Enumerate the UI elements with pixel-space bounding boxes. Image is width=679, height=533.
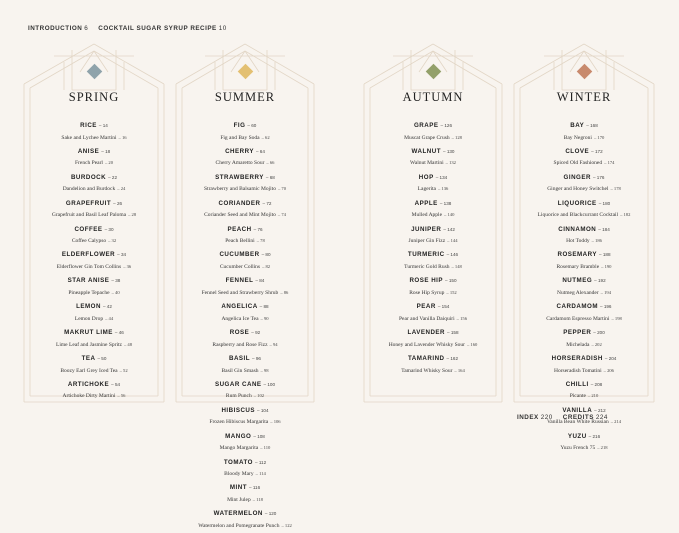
drink-page: – 106 — [270, 419, 281, 425]
drink-page: – 70 — [277, 186, 286, 192]
ingredient-name: GRAPEFRUIT — [65, 199, 112, 207]
ingredient-list — [364, 119, 502, 378]
ingredient-page: – 192 — [594, 278, 606, 284]
ingredient-name: LAVENDER — [407, 329, 446, 337]
drink-page: – 174 — [604, 160, 615, 166]
ingredient-page: – 180 — [598, 200, 611, 206]
toc-entry[interactable] — [514, 378, 654, 401]
drink-name: Rose Hip Syrup — [409, 289, 445, 296]
toc-entry[interactable] — [24, 378, 164, 401]
toc-entry[interactable] — [24, 248, 164, 271]
ingredient-name: CARDAMOM — [556, 303, 598, 311]
drink-page: – 144 — [447, 238, 458, 244]
ingredient-name: ROSEMARY — [557, 251, 598, 259]
toc-entry[interactable] — [364, 326, 502, 349]
toc-entry[interactable] — [176, 119, 314, 142]
drink-name: Bloody Mary — [224, 471, 254, 478]
toc-entry[interactable] — [24, 326, 164, 349]
drink-name: Mango Margarita — [219, 445, 259, 452]
drink-name: Mint Julep — [227, 496, 251, 503]
drink-page: – 74 — [277, 212, 286, 218]
ingredient-page: – 60 — [247, 123, 257, 128]
toc-entry[interactable] — [176, 456, 314, 479]
ingredient-name: WATERMELON — [213, 510, 263, 518]
ingredient-name: CHILLI — [565, 380, 589, 388]
ingredient-page: – 100 — [263, 381, 276, 387]
drink-name: Honey and Lavender Whisky Sour — [388, 341, 465, 348]
drink-page: – 32 — [108, 238, 117, 244]
toc-entry[interactable] — [176, 145, 314, 168]
drink-page: – 198 — [611, 315, 622, 321]
toc-entry[interactable] — [176, 378, 314, 401]
season-title: WINTER — [556, 90, 612, 104]
ingredient-page: – 116 — [248, 485, 261, 491]
ingredient-page: – 204 — [604, 356, 617, 362]
ingredient-page: – 134 — [435, 174, 448, 180]
drink-page: – 190 — [601, 263, 612, 269]
toc-entry[interactable] — [514, 197, 654, 220]
ingredient-page: – 84 — [255, 278, 265, 284]
ingredient-name: TAMARIND — [407, 355, 445, 363]
drink-page: – 182 — [620, 212, 631, 218]
drink-name: Hot Toddy — [566, 238, 590, 245]
drink-page: – 28 — [128, 212, 137, 218]
drink-page: – 164 — [454, 367, 465, 373]
drink-page: – 90 — [260, 315, 269, 321]
ingredient-name: CINNAMON — [558, 225, 597, 233]
ingredient-page: – 150 — [445, 278, 457, 284]
season-title: AUTUMN — [402, 90, 464, 104]
toc-entry[interactable] — [176, 248, 314, 271]
drink-page: – 110 — [260, 445, 271, 451]
toc-entry[interactable] — [364, 145, 502, 168]
ingredient-page: – 80 — [261, 252, 271, 258]
ingredient-name: COFFEE — [74, 225, 103, 233]
toc-entry[interactable] — [514, 352, 654, 375]
drink-name: Dandelion and Burdock — [62, 186, 116, 193]
drink-page: – 170 — [593, 134, 605, 140]
toc-entry[interactable] — [24, 300, 164, 323]
drink-name: Horseradish Tomatini — [554, 367, 602, 374]
drink-page: – 128 — [451, 134, 462, 140]
drink-page: – 152 — [446, 289, 457, 295]
ingredient-name: BASIL — [228, 355, 251, 363]
drink-name: Bay Negroni — [563, 134, 592, 141]
drink-page: – 78 — [256, 238, 265, 244]
ingredient-page: – 176 — [592, 174, 605, 180]
drink-name: Cherry Amaretto Sour — [215, 160, 265, 167]
drink-page: – 114 — [255, 471, 266, 477]
drink-name: Coffee Calypso — [71, 238, 107, 245]
drink-name: Angelica Ice Tea — [221, 315, 259, 322]
ingredient-name: MINT — [229, 484, 247, 492]
drink-page: – 136 — [437, 186, 449, 192]
drink-name: Basil Gin Smash — [221, 367, 259, 374]
ingredient-name: ROSE HIP — [409, 277, 444, 285]
ingredient-page: – 188 — [599, 252, 611, 258]
drink-page: – 160 — [466, 341, 478, 347]
drink-page: – 102 — [253, 393, 265, 399]
ingredient-page: – 126 — [440, 123, 452, 128]
drink-page: – 86 — [280, 289, 289, 295]
ingredient-page: – 68 — [265, 174, 275, 180]
ingredient-name: TEA — [81, 355, 96, 363]
ingredient-name: ROSE — [229, 329, 250, 337]
ingredient-page: – 146 — [446, 252, 459, 258]
toc-entry[interactable] — [24, 352, 164, 375]
drink-name: Fennel Seed and Strawberry Shrub — [201, 289, 279, 296]
drink-page: – 16 — [118, 134, 127, 140]
drink-page: – 40 — [111, 289, 120, 295]
toc-entry[interactable] — [364, 197, 502, 220]
drink-name: Vanilla Bean White Russian — [546, 419, 609, 426]
toc-entry[interactable] — [514, 119, 654, 142]
ingredient-name: LEMON — [76, 303, 101, 311]
toc-entry[interactable] — [176, 404, 314, 427]
toc-entry[interactable] — [364, 171, 502, 194]
ingredient-page: – 130 — [442, 148, 455, 154]
ingredient-page: – 50 — [97, 356, 107, 362]
ingredient-name: TURMERIC — [407, 251, 445, 259]
ingredient-page: – 54 — [111, 381, 121, 387]
ingredient-name: BAY — [570, 122, 585, 129]
ingredient-name: CUCUMBER — [219, 251, 260, 259]
drink-name: Lagerita — [417, 186, 436, 193]
drink-name: Coriander Seed and Mint Mojito — [204, 212, 276, 219]
ingredient-page: – 208 — [590, 381, 603, 387]
toc-entry[interactable] — [24, 197, 164, 220]
ingredient-page: – 46 — [114, 330, 124, 336]
drink-page: – 194 — [600, 289, 612, 295]
drink-name: Nutmeg Alexander — [556, 289, 599, 296]
drink-name: Boozy Earl Grey Iced Tea — [60, 367, 118, 374]
toc-entry[interactable] — [24, 119, 164, 142]
drink-name: Elderflower Gin Tom Collins — [56, 263, 122, 270]
ingredient-page: – 108 — [253, 433, 265, 439]
ingredient-page: – 200 — [593, 330, 605, 336]
drink-page: – 52 — [119, 367, 128, 373]
ingredient-page: – 18 — [101, 148, 111, 154]
ingredient-page: – 22 — [108, 174, 118, 180]
drink-page: – 122 — [281, 522, 292, 528]
drink-name: Sake and Lychee Martini — [61, 134, 117, 141]
ingredient-name: CLOVE — [565, 147, 590, 155]
drink-page: – 20 — [104, 160, 113, 166]
drink-name: Yuzu French 75 — [560, 445, 596, 452]
ingredient-name: TOMATO — [223, 458, 253, 466]
toc-entry[interactable] — [176, 430, 314, 453]
toc-entry[interactable] — [514, 145, 654, 168]
drink-page: – 178 — [610, 186, 621, 192]
drink-name: Cardamom Espresso Martini — [546, 315, 610, 322]
ingredient-page: – 138 — [439, 200, 452, 206]
toc-entry[interactable] — [364, 300, 502, 323]
season-column-spring — [24, 44, 164, 402]
season-column-summer — [176, 44, 314, 529]
ingredient-list — [514, 119, 654, 456]
drink-page: – 36 — [123, 263, 132, 269]
nav-link-index[interactable]: INDEX 220 — [517, 414, 553, 421]
drink-name: Fig and Bay Soda — [220, 134, 260, 141]
ingredient-page: – 96 — [252, 356, 261, 362]
drink-page: – 94 — [269, 341, 278, 347]
ingredient-page: – 88 — [259, 304, 269, 310]
toc-entry[interactable] — [514, 300, 654, 323]
toc-entry[interactable] — [176, 481, 314, 504]
ingredient-page: – 162 — [446, 356, 459, 362]
toc-entry[interactable] — [514, 274, 654, 297]
drink-page: – 82 — [262, 263, 271, 269]
ingredient-page: – 172 — [591, 148, 603, 154]
drink-page: – 214 — [610, 419, 622, 425]
drink-name: Picante — [569, 393, 586, 400]
ingredient-page: – 120 — [264, 511, 277, 517]
ingredient-name: MAKRUT LIME — [64, 329, 113, 337]
season-column-autumn — [364, 44, 502, 402]
ingredient-name: ARTICHOKE — [67, 380, 110, 388]
drink-name: Peach Bellini — [225, 238, 255, 245]
ingredient-name: MANGO — [225, 432, 252, 440]
nav-link-introduction[interactable]: INTRODUCTION 6 — [28, 25, 89, 32]
ingredient-page: – 64 — [255, 148, 265, 154]
toc-entry[interactable] — [176, 352, 314, 375]
drink-name: Raspberry and Rose Fizz — [212, 341, 268, 348]
drink-name: Grapefruit and Basil Leaf Paloma — [51, 212, 127, 219]
ingredient-name: STRAWBERRY — [215, 173, 264, 181]
drink-name: Strawberry and Balsamic Mojito — [204, 186, 276, 193]
toc-entry[interactable] — [514, 248, 654, 271]
toc-entry[interactable] — [364, 352, 502, 375]
drink-page: – 24 — [117, 186, 126, 192]
ingredient-name: CHERRY — [225, 147, 254, 155]
drink-name: Pineapple Tepache — [68, 289, 110, 296]
ingredient-name: FIG — [233, 122, 246, 129]
ingredient-page: – 196 — [599, 304, 612, 310]
ingredient-page: – 184 — [598, 226, 610, 232]
toc-entry[interactable] — [364, 274, 502, 297]
drink-page: – 156 — [456, 315, 467, 321]
drink-name: Walnut Martini — [410, 160, 444, 167]
toc-entry[interactable] — [364, 223, 502, 246]
ingredient-name: SUGAR CANE — [214, 380, 262, 388]
ingredient-list — [24, 119, 164, 404]
ingredient-name: RICE — [80, 122, 97, 129]
drink-page: – 56 — [117, 393, 126, 399]
toc-entry[interactable] — [514, 430, 654, 453]
ingredient-page: – 26 — [113, 200, 123, 206]
ingredient-name: YUZU — [567, 432, 587, 440]
toc-entry[interactable] — [24, 223, 164, 246]
drink-name: Cucumber Collins — [219, 263, 261, 270]
toc-entry[interactable] — [176, 223, 314, 246]
toc-entry[interactable] — [364, 119, 502, 142]
ingredient-page: – 142 — [443, 226, 455, 232]
drink-name: Lime Leaf and Jasmine Spritz — [55, 341, 122, 348]
drink-page: – 66 — [266, 160, 275, 166]
ingredient-list — [176, 119, 314, 533]
ingredient-name: GINGER — [563, 173, 591, 181]
drink-name: Turmeric Gold Rush — [404, 263, 450, 270]
toc-entry[interactable] — [176, 197, 314, 220]
drink-name: Pear and Vanilla Daiquiri — [399, 315, 455, 322]
ingredient-name: NUTMEG — [562, 277, 593, 285]
toc-entry[interactable] — [514, 223, 654, 246]
drink-name: Liquorice and Blackcurrant Cocktail — [537, 212, 619, 219]
drink-page: – 148 — [451, 263, 462, 269]
drink-page: – 98 — [260, 367, 269, 373]
ingredient-name: STAR ANISE — [67, 277, 110, 285]
toc-entry[interactable] — [176, 171, 314, 194]
drink-name: Lemon Drop — [74, 315, 104, 322]
drink-name: French Pearl — [75, 160, 103, 167]
ingredient-name: BURDOCK — [70, 173, 107, 181]
ingredient-name: CORIANDER — [218, 199, 261, 207]
ingredient-page: – 34 — [117, 252, 127, 258]
drink-page: – 132 — [445, 160, 456, 166]
drink-page: – 210 — [587, 393, 599, 399]
ingredient-name: FENNEL — [225, 277, 254, 285]
drink-page: – 186 — [591, 238, 602, 244]
toc-entry[interactable] — [24, 145, 164, 168]
drink-page: – 140 — [444, 212, 455, 218]
toc-entry[interactable] — [176, 300, 314, 323]
toc-entry[interactable] — [176, 507, 314, 530]
drink-name: Juniper Gin Fizz — [408, 238, 446, 245]
ingredient-name: ANGELICA — [221, 303, 258, 311]
ingredient-page: – 76 — [253, 226, 263, 232]
ingredient-page: – 216 — [588, 433, 601, 439]
toc-entry[interactable] — [176, 326, 314, 349]
drink-name: Watermelon and Pomegranate Punch — [198, 522, 280, 529]
drink-page: – 206 — [603, 367, 614, 373]
drink-page: – 202 — [591, 341, 602, 347]
ingredient-page: – 72 — [262, 200, 272, 206]
season-title: SUMMER — [214, 90, 276, 104]
ingredient-name: HORSERADISH — [551, 355, 603, 363]
drink-name: Artichoke Dirty Martini — [62, 393, 116, 400]
ingredient-page: – 42 — [102, 304, 112, 310]
toc-entry[interactable] — [514, 404, 654, 427]
ingredient-name: GRAPE — [413, 122, 439, 129]
ingredient-name: ANISE — [77, 147, 100, 155]
drink-page: – 44 — [105, 315, 114, 321]
ingredient-page: – 38 — [111, 278, 121, 284]
drink-name: Ginger and Honey Switchel — [547, 186, 609, 193]
drink-page: – 118 — [252, 496, 263, 502]
ingredient-page: – 104 — [257, 407, 269, 413]
ingredient-name: PEACH — [227, 225, 252, 233]
ingredient-page: – 154 — [437, 304, 450, 310]
ingredient-name: JUNIPER — [411, 225, 442, 233]
drink-name: Michelada — [566, 341, 590, 348]
ingredient-page: – 92 — [251, 330, 261, 336]
ingredient-name: WALNUT — [411, 147, 441, 155]
drink-name: Muscat Grape Crush — [404, 134, 450, 141]
drink-name: Frozen Hibiscus Margarita — [209, 419, 269, 426]
ingredient-name: PEAR — [416, 303, 436, 311]
ingredient-page: – 168 — [586, 123, 598, 128]
drink-name: Spiced Old Fashioned — [553, 160, 603, 167]
ingredient-page: – 30 — [104, 226, 114, 232]
season-title: SPRING — [68, 90, 120, 104]
nav-link-sugar-syrup[interactable]: COCKTAIL SUGAR SYRUP RECIPE 10 — [98, 25, 227, 32]
ingredient-name: PEPPER — [563, 329, 592, 337]
drink-name: Mulled Apple — [411, 212, 443, 219]
ingredient-name: LIQUORICE — [557, 199, 597, 207]
ingredient-page: – 14 — [98, 123, 108, 128]
top-nav — [28, 25, 227, 32]
ingredient-name: HOP — [418, 173, 434, 181]
drink-page: – 48 — [123, 341, 133, 347]
ingredient-name: ELDERFLOWER — [61, 251, 116, 259]
ingredient-page: – 212 — [594, 407, 606, 413]
drink-name: Tamarind Whisky Sour — [401, 367, 453, 374]
drink-name: Rosemary Bramble — [556, 263, 600, 270]
drink-page: – 218 — [597, 445, 608, 451]
toc-entry[interactable] — [24, 171, 164, 194]
toc-entry[interactable] — [364, 248, 502, 271]
ingredient-name: VANILLA — [562, 406, 593, 414]
drink-name: Rum Punch — [225, 393, 252, 400]
nav-link-credits[interactable]: CREDITS 224 — [562, 414, 608, 421]
ingredient-name: HIBISCUS — [221, 406, 256, 414]
toc-entry[interactable] — [514, 171, 654, 194]
toc-entry[interactable] — [24, 274, 164, 297]
ingredient-name: APPLE — [414, 199, 438, 207]
ingredient-page: – 112 — [254, 459, 267, 465]
toc-entry[interactable] — [176, 274, 314, 297]
toc-entry[interactable] — [514, 326, 654, 349]
drink-page: – 62 — [261, 134, 270, 140]
ingredient-page: – 158 — [447, 330, 459, 336]
